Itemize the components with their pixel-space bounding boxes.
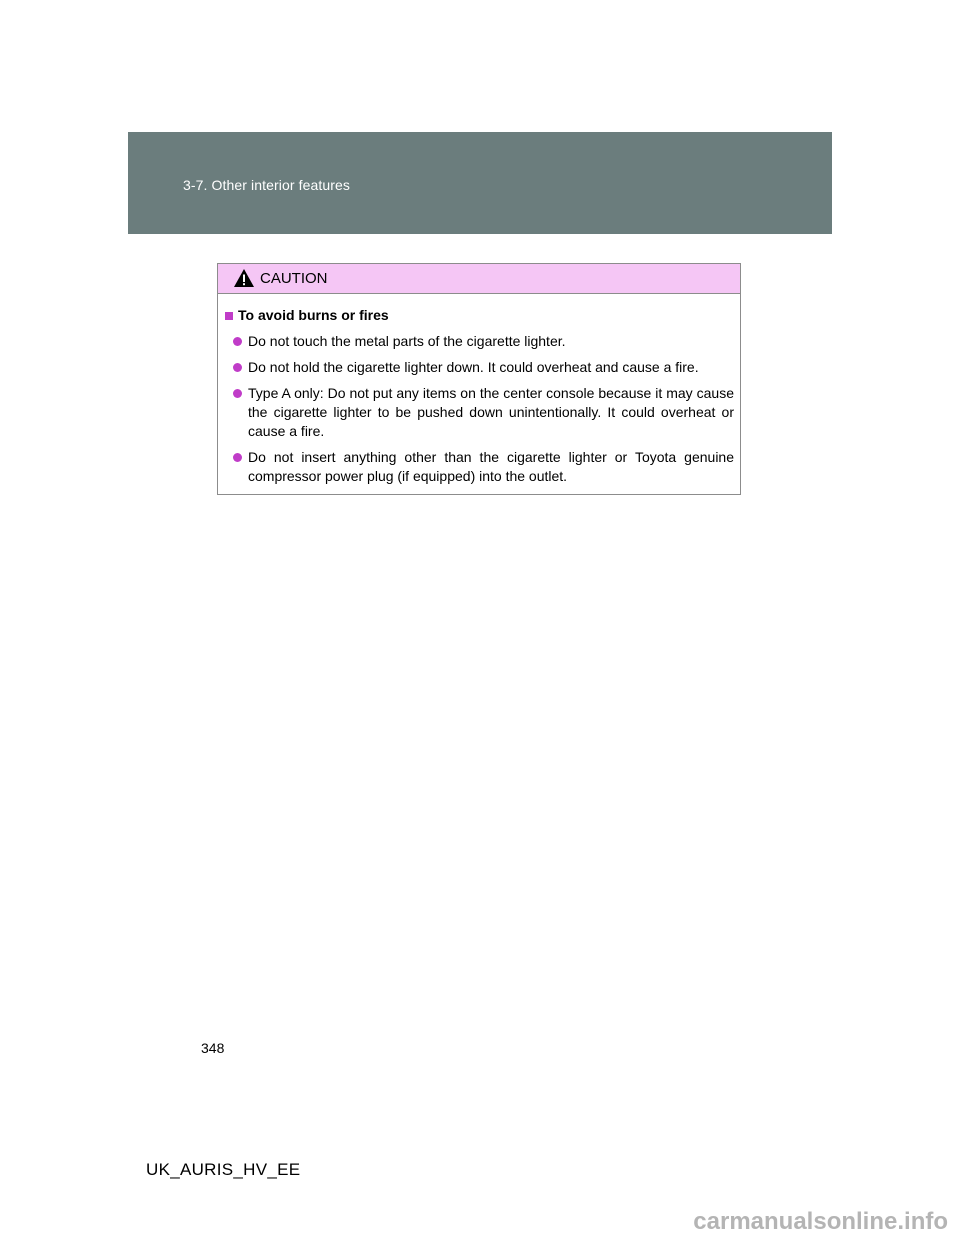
list-item-text: Do not touch the metal parts of the cigarette lighter. <box>248 333 566 349</box>
square-bullet-icon <box>225 312 233 320</box>
list-item-text: Type A only: Do not put any items on the center console because it may cause the cigarette lighter to be pushed down unintentionally. It could overheat or cause a fire. <box>248 385 734 439</box>
caution-title: CAUTION <box>260 270 328 287</box>
dot-bullet-icon <box>233 453 242 462</box>
list-item-text: Do not insert anything other than the cigarette lighter or Toyota genuine compressor power plug (if equipped) into the outlet. <box>248 449 734 484</box>
list-item <box>225 332 734 351</box>
list-item <box>225 448 734 486</box>
list-item-text: Do not hold the cigarette lighter down. It could overheat and cause a fire. <box>248 359 699 375</box>
list-item <box>225 384 734 441</box>
watermark: carmanualsonline.info <box>693 1208 948 1235</box>
dot-bullet-icon <box>233 389 242 398</box>
caution-header <box>218 264 740 294</box>
caution-box <box>217 263 741 495</box>
dot-bullet-icon <box>233 337 242 346</box>
caution-section-title <box>225 306 734 325</box>
caution-heading: To avoid burns or fires <box>238 307 389 323</box>
dot-bullet-icon <box>233 363 242 372</box>
section-breadcrumb: 3-7. Other interior features <box>183 177 350 193</box>
page-number: 348 <box>201 1040 225 1056</box>
document-code: UK_AURIS_HV_EE <box>146 1160 301 1179</box>
warning-triangle-icon <box>233 268 255 288</box>
list-item <box>225 358 734 377</box>
header-band <box>128 132 832 234</box>
caution-body <box>218 294 740 486</box>
